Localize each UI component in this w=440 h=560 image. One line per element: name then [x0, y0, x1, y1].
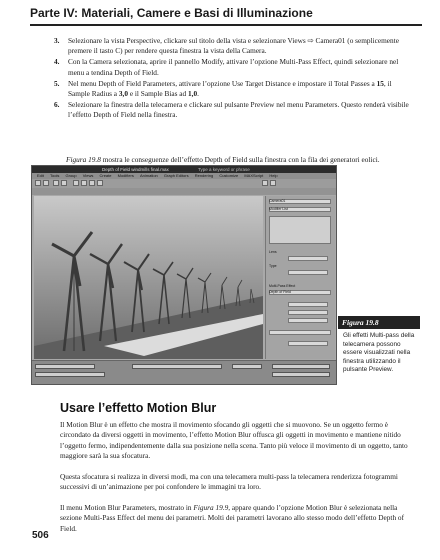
step-number: 6. [54, 100, 60, 110]
modifier-stack [269, 216, 331, 244]
scale-icon [97, 180, 103, 186]
menu-item: Modifiers [117, 173, 134, 178]
render-setup-icon [262, 180, 268, 186]
menu-item: Create [99, 173, 112, 178]
panel-rollout [269, 330, 331, 335]
menu-item: Animation [139, 173, 158, 178]
step-text: Selezionare la finestra della telecamera e clickare sul pulsante Preview nel menu Parameters. Questo renderà visibile l’effetto Depth of Field nella finestra. [68, 100, 409, 120]
paragraph-pre: Il menu Motion Blur Parameters, mostrato in [60, 503, 194, 512]
render-icon [270, 180, 276, 186]
spinner [288, 310, 328, 315]
step-number: 4. [54, 57, 60, 67]
move-icon [81, 180, 87, 186]
auto-key-button [232, 364, 262, 369]
paragraph: Il Motion Blur è un effetto che mostra il movimento sfocando gli oggetti che si muovono. Se un oggetto fermo è circondato da diversi oggetti in movimento, l’effetto Motion Blur offusca gli oggetti in movimento e mantiene nitido l’oggetto fermo, indipendentemente dalla sua posizione nella scena. Tanto più veloce il movimento di un oggetto, tanto maggiore sarà la sua sfocatura. [60, 420, 408, 460]
menu-item: Help [269, 173, 278, 178]
spinner [288, 318, 328, 323]
status-field [35, 364, 95, 369]
lens-spinner [288, 256, 328, 261]
menu-item: Views [82, 173, 94, 178]
step-text-mid: e il Sample Bias ad [128, 89, 188, 99]
total-passes-value: 15 [376, 78, 384, 88]
step-text: Con la Camera selezionata, aprire il pannello Modify, attivare l’opzione Multi-Pass Effect, quindi selezionare nel menu a tendina Depth of Field. [68, 57, 399, 77]
sample-bias-value: 1,0 [188, 89, 198, 99]
caption-title: Figura 19.8 [338, 316, 420, 329]
rotate-icon [89, 180, 95, 186]
list-item [54, 57, 410, 77]
menu-item: Rendering [194, 173, 214, 178]
main-toolbar [32, 179, 336, 188]
menu-item: Graph Editors [163, 173, 189, 178]
playback-controls [272, 364, 330, 369]
menu-item: Customize [219, 173, 239, 178]
list-item [54, 36, 410, 56]
figure-intro [66, 155, 411, 165]
unlink-icon [61, 180, 67, 186]
caption-text: Gli effetti Multi-pass della telecamera possono essere visualizzati nella finestra utilizzando il pulsante Preview. [343, 332, 415, 374]
page-number: 506 [32, 530, 49, 541]
redo-icon [43, 180, 49, 186]
paragraph: Questa sfocatura si realizza in diversi modi, ma con una telecamera multi-pass la telecamera renderizza fotogrammi successivi di un’animazione per poi confondere le immagini tra loro. [60, 472, 398, 492]
figure-ref: Figura 19.8 [66, 155, 101, 164]
paragraph [60, 503, 412, 534]
type-label: Type [269, 264, 277, 268]
menu-item: Tools [50, 173, 60, 178]
figure-intro-text: mostra le conseguenze dell’effetto Depth of Field sulla finestra con la fila dei generatori eolici. [100, 155, 380, 164]
multipass-label: Multi-Pass Effect [269, 284, 296, 288]
spinner [288, 341, 328, 346]
modifier-list-label: Modifier List [269, 207, 288, 211]
object-name: Camera01 [269, 199, 286, 203]
menu-item: Group [65, 173, 77, 178]
undo-icon [35, 180, 41, 186]
lens-label: Lens [269, 250, 277, 254]
steps-list [54, 36, 410, 122]
windmills-render [34, 196, 263, 359]
camera-viewport [34, 196, 263, 359]
paragraph-post: , appare quando l’opzione Motion Blur è selezionata nella sezione Multi-Pass Effect del menu dei parametri. Molti dei parametri lavorano allo stesso modo dell’effetto Depth of Field. [60, 503, 405, 533]
command-panel [265, 196, 335, 359]
window-title: Depth of Field windmills final.max [102, 167, 169, 172]
screenshot-figure [31, 165, 337, 385]
step-text-post: . [197, 89, 199, 99]
step-text: Selezionare la vista Perspective, clickare sul titolo della vista e selezionare Views ⇨ Camera01 (o semplicemente premere il tasto C) per rendere questa finestra la vista della Camera. [68, 36, 399, 56]
header-rule [30, 24, 422, 26]
figure-caption [338, 316, 420, 375]
status-field [35, 372, 105, 377]
running-header: Parte IV: Materiali, Camere e Basi di Illuminazione [30, 6, 313, 20]
effect-dropdown-value: Depth of Field [269, 290, 291, 294]
step-text-mid: , il Sample Radius a [68, 78, 392, 99]
step-text-pre: Nel menu Depth of Field Parameters, attivare l’opzione Use Target Distance e impostare il Total Passes a [68, 78, 377, 88]
list-item [54, 100, 410, 120]
link-icon [53, 180, 59, 186]
list-item [54, 79, 410, 99]
coordinates-field [132, 364, 222, 369]
step-number: 5. [54, 78, 60, 88]
search-hint: Type a keyword or phrase [198, 167, 250, 172]
figure-ref: Figura 19.9 [193, 503, 229, 512]
window-title-bar [32, 166, 336, 173]
sample-radius-value: 3,0 [118, 89, 128, 99]
viewport-nav-controls [272, 372, 330, 377]
menu-item: Edit [37, 173, 44, 178]
step-number: 3. [54, 36, 60, 45]
secondary-toolbar [32, 188, 336, 195]
section-title: Usare l’effetto Motion Blur [60, 401, 217, 415]
select-icon [73, 180, 79, 186]
spinner [288, 302, 328, 307]
status-bar [32, 360, 336, 385]
type-spinner [288, 270, 328, 275]
menu-item: MAXScript [244, 173, 264, 178]
